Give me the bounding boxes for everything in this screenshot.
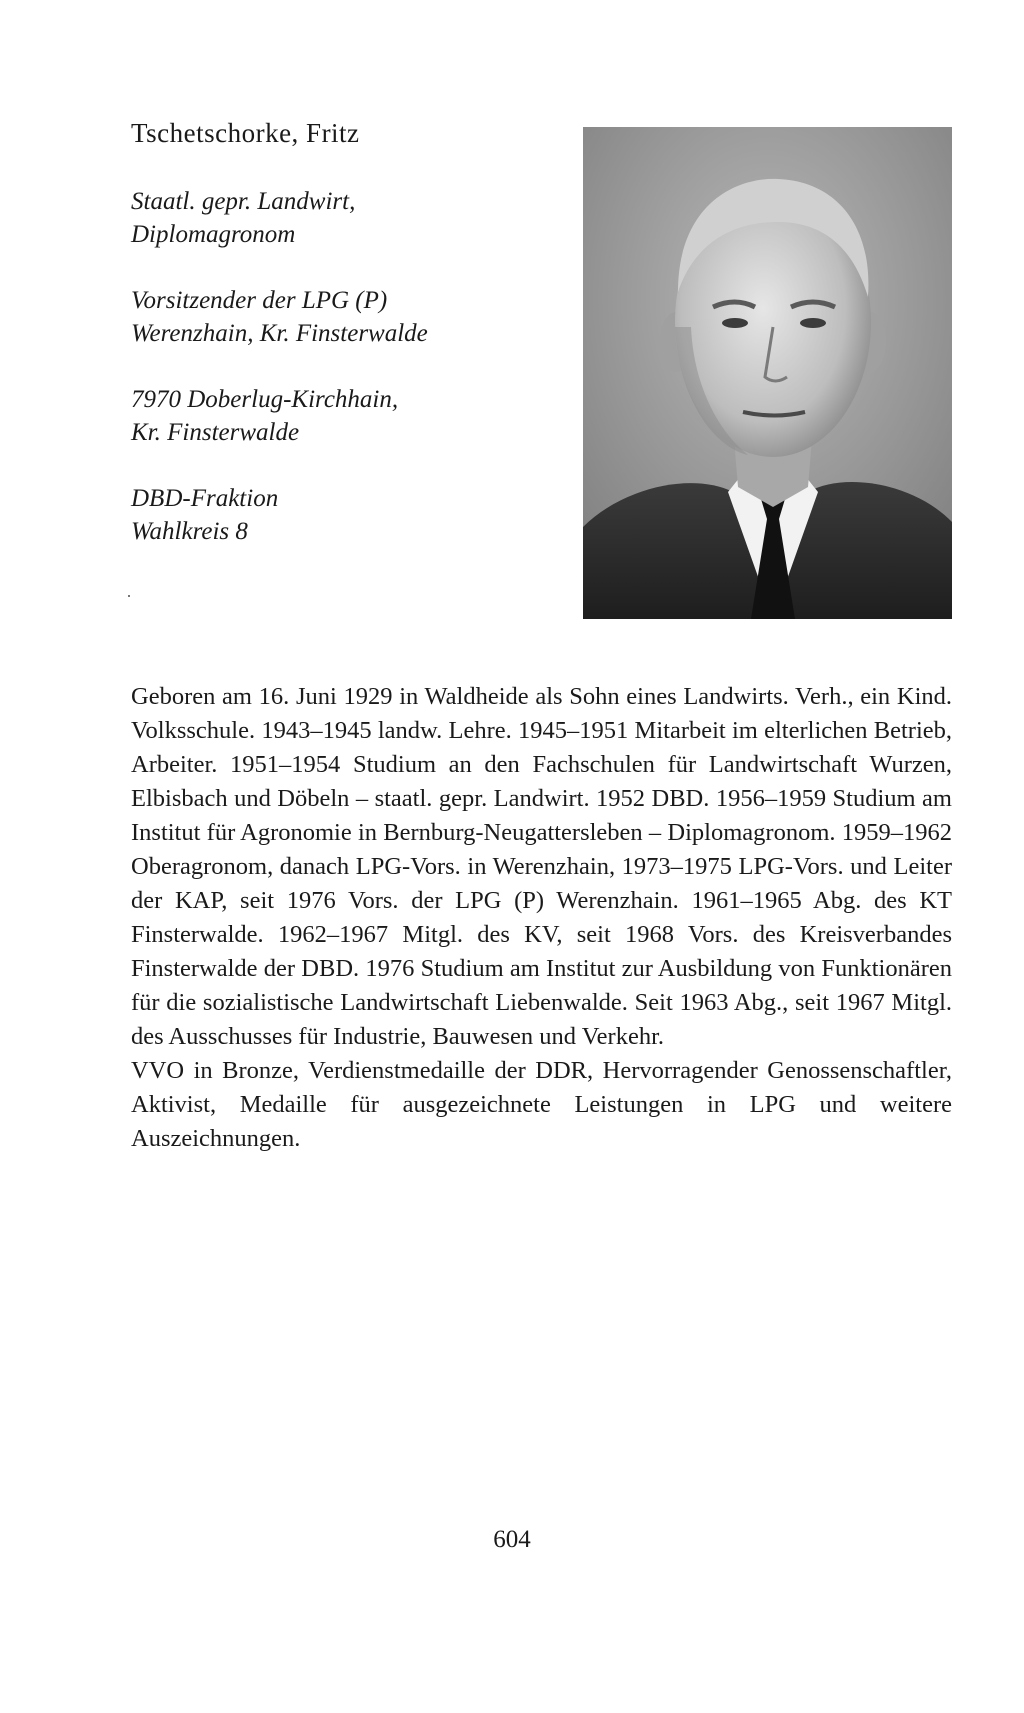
eye-left bbox=[722, 318, 748, 328]
address-block bbox=[131, 383, 571, 449]
biography-text: Geboren am 16. Juni 1929 in Waldheide als Sohn eines Landwirts. Verh., ein Kind. Volksschule. 1943–1945 landw. Lehre. 1945–1951 Mitarbeit im elterlichen Betrieb, Arbeiter. 1951–1954 Studium an den Fachschulen für Landwirtschaft Wurzen, Elbisbach und Döbeln – staatl. gepr. Landwirt. 1952 DBD. 1956–1959 Studium am Institut für Agronomie in Bernburg-Neugattersleben – Diplomagronom. 1959–1962 Oberagronom, danach LPG-Vors. in Werenzhain, 1973–1975 LPG-Vors. und Leiter der KAP, seit 1976 Vors. der LPG (P) Werenzhain. 1961–1965 Abg. des KT Finsterwalde. 1962–1967 Mitgl. des KV, seit 1968 Vors. des Kreisverbandes Finsterwalde der DBD. 1976 Studium am Institut zur Ausbildung von Funktionären für die sozialistische Landwirtschaft Liebenwalde. Seit 1963 Abg., seit 1967 Mitgl. des Ausschusses für Industrie, Bauwesen und Verkehr. bbox=[131, 683, 952, 1050]
profession-line: Staatl. gepr. Landwirt, bbox=[131, 188, 356, 215]
address-line: Kr. Finsterwalde bbox=[131, 419, 300, 446]
eye-right bbox=[800, 318, 826, 328]
portrait-illustration bbox=[583, 127, 952, 619]
position-line: Vorsitzender der LPG (P) bbox=[131, 287, 388, 314]
address-line: 7970 Doberlug-Kirchhain, bbox=[131, 386, 399, 413]
position-line: Werenzhain, Kr. Finsterwalde bbox=[131, 320, 428, 347]
fraction-line: DBD-Fraktion bbox=[131, 485, 279, 512]
awards-text: VVO in Bronze, Verdienstmedaille der DDR, Hervorragender Genossenschaftler, Aktivist, Medaille für ausgezeichnete Leistungen in LPG und weitere Auszeichnungen. bbox=[131, 1057, 952, 1152]
profession-line: Diplomagronom bbox=[131, 221, 296, 248]
fraction-block bbox=[131, 482, 571, 548]
page-number: 604 bbox=[493, 1526, 531, 1553]
biography bbox=[131, 680, 952, 1156]
fraction-line: Wahlkreis 8 bbox=[131, 518, 248, 545]
print-speck bbox=[128, 595, 130, 597]
entry-name: Tschetschorke, Fritz bbox=[131, 118, 360, 148]
position-block bbox=[131, 284, 571, 350]
entry-details bbox=[131, 185, 571, 581]
profession-block bbox=[131, 185, 571, 251]
portrait-photo bbox=[583, 127, 952, 619]
